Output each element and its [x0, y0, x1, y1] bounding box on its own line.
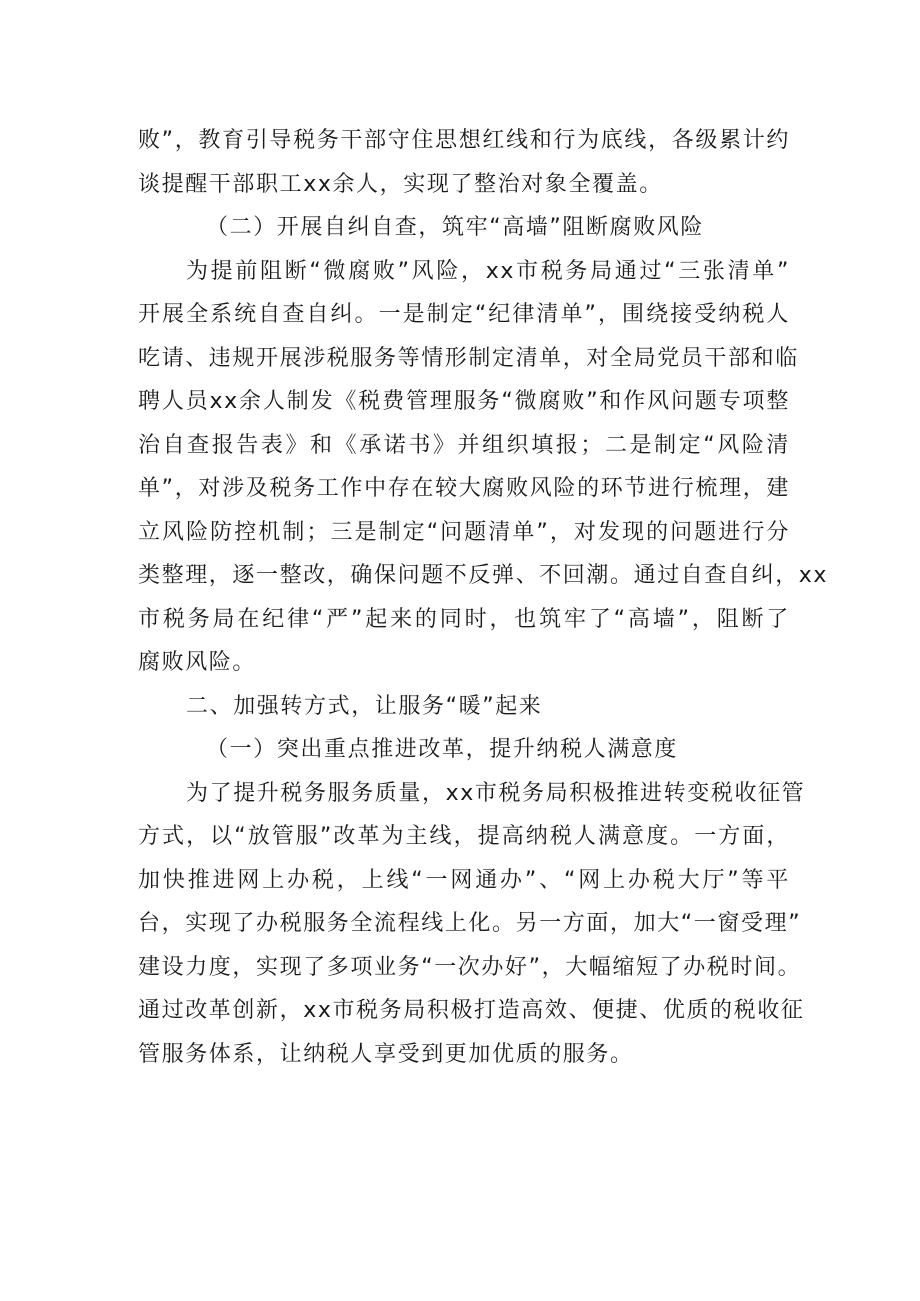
paragraph-line: 加快推进网上办税，上线“一网通办”、“网上办税大厅”等平	[138, 867, 790, 893]
paragraph-line: 吃请、违规开展涉税服务等情形制定清单，对全局党员干部和临	[138, 345, 799, 371]
paragraph-line: 方式，以“放管服”改革为主线，提高纳税人满意度。一方面，	[138, 824, 790, 849]
paragraph-line: 为提前阻断“微腐败”风险，xx市税务局通过“三张清单”	[186, 258, 790, 284]
document-body	[138, 119, 829, 1076]
paragraph-line: 开展全系统自查自纠。一是制定“纪律清单”，围绕接受纳税人	[138, 302, 790, 327]
paragraph-line: 腐败风险。	[138, 650, 257, 675]
paragraph-line: 台，实现了办税服务全流程线上化。另一方面，加大“一窗受理”	[138, 911, 802, 936]
paragraph-line: 立风险防控机制；三是制定“问题清单”，对发现的问题进行分	[138, 519, 790, 545]
paragraph-line: 通过改革创新，xx市税务局积极打造高效、便捷、优质的税收征	[138, 998, 805, 1023]
paragraph-line: 类整理，逐一整改，确保问题不反弹、不回潮。通过自查自纠，xx	[138, 563, 829, 588]
paragraph-line: 单”，对涉及税务工作中存在较大腐败风险的环节进行梳理，建	[138, 476, 790, 501]
paragraph-line: 治自查报告表》和《承诺书》并组织填报；二是制定“风险清	[138, 432, 790, 458]
paragraph-line: 聘人员xx余人制发《税费管理服务“微腐败”和作风问题专项整	[138, 389, 790, 414]
paragraph-line: 谈提醒干部职工xx余人，实现了整治对象全覆盖。	[138, 171, 663, 197]
section-heading: （一）突出重点推进改革，提升纳税人满意度	[206, 737, 679, 762]
paragraph-line: 败”，教育引导税务干部守住思想红线和行为底线，各级累计约	[138, 128, 790, 153]
paragraph-line: 建设力度，实现了多项业务“一次办好”，大幅缩短了办税时间。	[138, 954, 802, 980]
section-heading: （二）开展自纠自查，筑牢“高墙”阻断腐败风险	[206, 215, 704, 240]
chapter-heading: 二、加强转方式，让服务“暖”起来	[186, 693, 543, 719]
paragraph-line: 管服务体系，让纳税人享受到更加优质的服务。	[138, 1041, 634, 1067]
paragraph-line: 市税务局在纪律“严”起来的同时，也筑牢了“高墙”，阻断了	[138, 606, 790, 632]
paragraph-line: 为了提升税务服务质量，xx市税务局积极推进转变税收征管	[186, 780, 806, 806]
